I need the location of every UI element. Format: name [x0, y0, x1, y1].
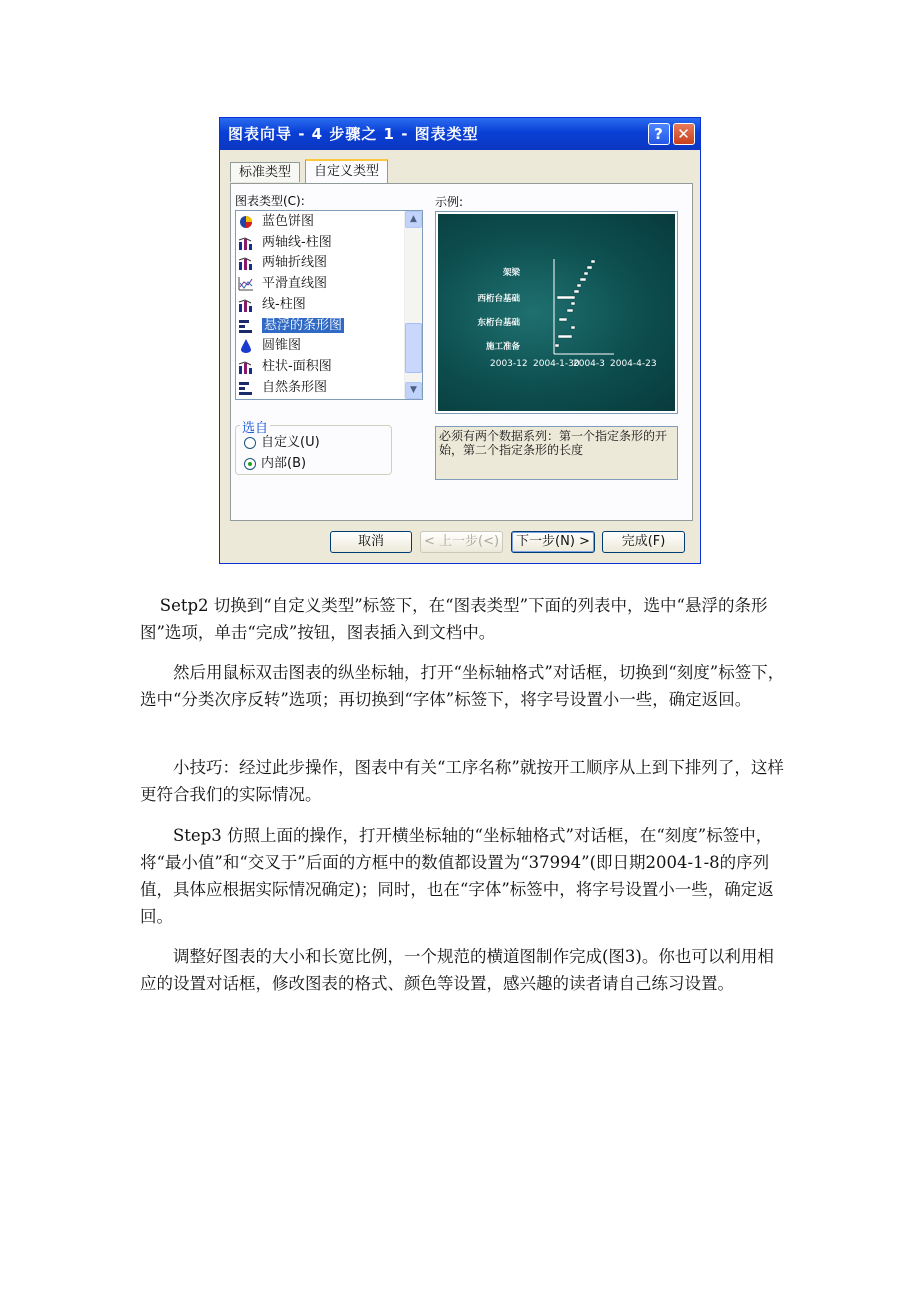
- chart-type-listbox[interactable]: [235, 210, 423, 400]
- chart-type-label: 悬浮的条形图: [264, 317, 343, 333]
- bar-chart-icon: [238, 359, 256, 375]
- select-from-label: 选自: [240, 417, 270, 436]
- help-button[interactable]: [648, 123, 670, 145]
- chart-type-item[interactable]: [238, 274, 400, 294]
- bar-chart-icon: [238, 235, 256, 251]
- chart-type-item[interactable]: [238, 316, 400, 336]
- floating-bar-icon: [238, 318, 256, 334]
- x-tick-label: 2004-1-30: [533, 359, 580, 369]
- gantt-bar: [567, 309, 573, 312]
- dialog-title: 图表向导 - 4 步骤之 1 - 图表类型: [228, 125, 479, 143]
- scroll-down-button[interactable]: ▼: [405, 382, 422, 399]
- chart-wizard-dialog: [219, 117, 701, 564]
- chart-description: 必须有两个数据系列：第一个指定条形的开始，第二个指定条形的长度: [435, 426, 678, 480]
- radio-builtin-label: 内部(B): [261, 456, 307, 471]
- gantt-bar: [577, 284, 581, 287]
- chart-type-label: 两轴线-柱图: [262, 234, 332, 250]
- chart-type-label: 线-柱图: [262, 296, 306, 312]
- x-tick-label: 2004-3: [573, 359, 605, 369]
- chart-type-label: 圆锥图: [262, 338, 302, 354]
- chart-type-label: 自然条形图: [262, 379, 328, 395]
- gantt-bar: [587, 266, 592, 269]
- gantt-bar: [571, 302, 575, 305]
- finish-button[interactable]: 完成(F): [602, 531, 685, 553]
- gantt-bar: [571, 326, 575, 329]
- pie-chart-icon: [238, 214, 256, 230]
- dialog-title-bar[interactable]: [220, 118, 700, 150]
- chart-type-label: 两轴折线图: [262, 255, 328, 271]
- radio-custom-label: 自定义(U): [261, 435, 320, 450]
- scroll-up-button[interactable]: ▲: [405, 211, 422, 228]
- chart-preview-area: [438, 214, 675, 411]
- gantt-bar: [574, 290, 579, 293]
- paragraph-tip: 小技巧：经过此步操作，图表中有关“工序名称”就按开工顺序从上到下排列了，这样更符合我们的实际情况。: [140, 758, 784, 804]
- category-label: 东桁台基础: [477, 318, 520, 328]
- chart-preview: [435, 211, 678, 414]
- help-icon: ?: [654, 125, 664, 143]
- category-label: 架梁: [502, 268, 520, 278]
- paragraph-final: 调整好图表的大小和长宽比例，一个规范的横道图制作完成(图3)。你也可以利用相应的设置对话框，修改图表的格式、颜色等设置，感兴趣的读者请自己练习设置。: [140, 947, 774, 993]
- chart-type-item[interactable]: [238, 295, 400, 315]
- chart-type-item[interactable]: [238, 212, 400, 232]
- gantt-bar: [555, 344, 559, 347]
- back-button[interactable]: < 上一步(<): [420, 531, 503, 553]
- chart-type-label: 柱状-面积图: [262, 358, 332, 374]
- sample-label: 示例:: [435, 195, 464, 209]
- x-tick-label: 2003-12: [490, 359, 528, 369]
- radio-custom[interactable]: [244, 437, 256, 449]
- chart-type-label: 平滑直线图: [262, 276, 328, 292]
- bar-chart-icon: [238, 297, 256, 313]
- category-label: 西桁台基础: [477, 294, 520, 304]
- paragraph-step3: Step3 仿照上面的操作，打开横坐标轴的“坐标轴格式”对话框，在“刻度”标签中，将“最小值”和“交叉于”后面的方框中的数值都设置为“37994”(即日期2004-1-8的序列值，具体应根据实际情况确定)；同时，也在“字体”标签中，将字号设置小一些，确定返回。: [140, 826, 774, 926]
- bar-chart-icon: [238, 255, 256, 271]
- paragraph-axis-format: 然后用鼠标双击图表的纵坐标轴，打开“坐标轴格式”对话框，切换到“刻度”标签下，选中“分类次序反转”选项；再切换到“字体”标签下，将字号设置小一些，确定返回。: [140, 663, 785, 709]
- chart-type-label: 图表类型(C):: [235, 194, 305, 208]
- cancel-button[interactable]: 取消: [330, 531, 412, 553]
- cone-icon: [238, 338, 256, 354]
- radio-custom-row[interactable]: [244, 434, 320, 452]
- floating-bar-icon: [238, 380, 256, 396]
- chart-type-item[interactable]: [238, 378, 400, 398]
- scroll-thumb[interactable]: [405, 323, 422, 373]
- gantt-preview-chart: [438, 214, 675, 411]
- gantt-bars: [555, 260, 595, 347]
- next-button[interactable]: 下一步(N) >: [511, 531, 595, 553]
- radio-builtin[interactable]: [244, 458, 256, 470]
- gantt-bar: [580, 278, 586, 281]
- gantt-bar: [584, 272, 588, 275]
- listbox-scrollbar[interactable]: [404, 211, 422, 399]
- gantt-bar: [558, 335, 572, 338]
- chart-type-item[interactable]: [238, 336, 400, 356]
- category-label: 施工准备: [485, 342, 520, 352]
- chart-type-item[interactable]: [238, 357, 400, 377]
- close-icon: ✕: [677, 125, 691, 143]
- gantt-bar: [557, 296, 575, 299]
- close-button[interactable]: [673, 123, 695, 145]
- chart-type-item[interactable]: [238, 253, 400, 273]
- x-tick-label: 2004-4-23: [610, 359, 657, 369]
- gantt-bar: [559, 318, 567, 321]
- chart-type-label: 蓝色饼图: [262, 214, 315, 229]
- chart-type-item[interactable]: [238, 233, 400, 253]
- gantt-bar: [591, 260, 595, 263]
- tab-custom-types[interactable]: 自定义类型: [305, 159, 388, 183]
- radio-builtin-row[interactable]: [244, 455, 306, 473]
- paragraph-step2: Setp2 切换到“自定义类型”标签下，在“图表类型”下面的列表中，选中“悬浮的条形图”选项，单击“完成”按钮，图表插入到文档中。: [140, 596, 768, 642]
- tab-standard-types[interactable]: 标准类型: [230, 162, 300, 182]
- line-chart-icon: [238, 276, 256, 292]
